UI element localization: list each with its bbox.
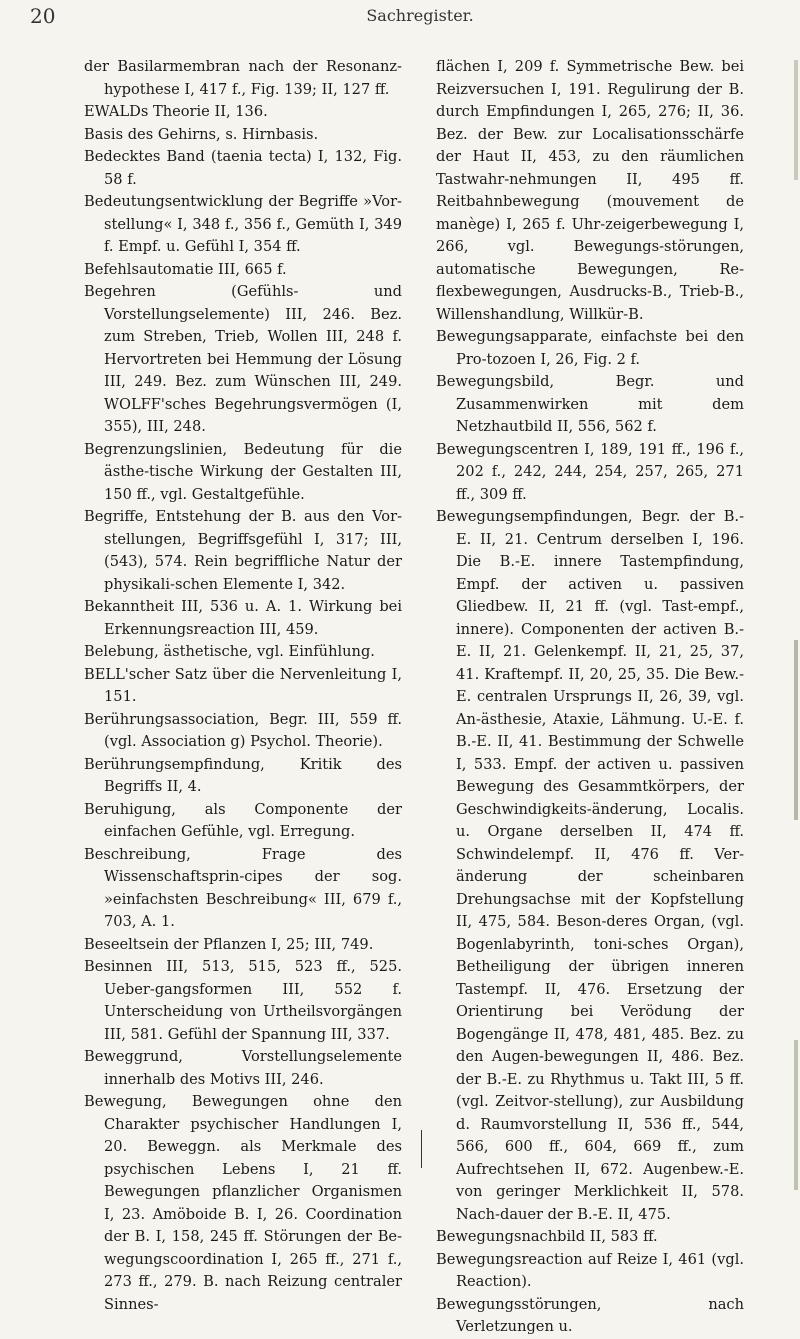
index-entry: Basis des Gehirns, s. Hirnbasis.: [84, 125, 319, 143]
index-column-left: [84, 56, 402, 1316]
index-entry: EWALDs Theorie II, 136.: [84, 103, 268, 120]
page-number: 20: [30, 4, 56, 28]
index-entry: Bewegungsnachbild II, 583 ff.: [436, 1228, 658, 1245]
index-column-right: [436, 56, 744, 1339]
index-entry: Beweggrund, Vorstellungselemente innerhalb des Motivs III, 246.: [84, 1048, 402, 1088]
index-entry: Bekanntheit III, 536 u. A. 1. Wirkung bei Erkennungsreaction III, 459.: [84, 598, 402, 638]
index-entry: Bedecktes Band (taenia tecta) I, 132, Fig. 58 f.: [84, 148, 402, 188]
index-entry: Berührungsempfindung, Kritik des Begriffs II, 4.: [84, 755, 402, 795]
index-entry: Bewegungsbild, Begr. und Zusammenwirken mit dem Netzhautbild II, 556, 562 f.: [436, 373, 744, 435]
index-entry: Bewegungsempfindungen, Begr. der B.-E. II, 21. Centrum derselben I, 196. Die B.-E. innere Tastempfindung, Empf. der activen u. passiven Gliedbew. II, 21 ff. (vgl. Tast-empf., innere). Componenten der activen B.-E. II, 21. Gelenkempf. II, 21, 25, 37, 41. Kraftempf. II, 20, 25, 35. Die Bew.-E. centralen Ursprungs II, 26, 39, vgl. An-ästhesie, Ataxie, Lähmung. U.-E. f. B.-E. II, 41. Bestimmung der Schwelle I, 533. Empf. der activen u. passiven Bewegung des Gesammtkörpers, der Geschwindigkeits-änderung, Localis. u. Organe derselben II, 474 ff. Schwindelempf. II, 476 ff. Ver-änderung der scheinbaren Drehungsachse mit der Kopfstellung II, 475, 584. Beson-deres Organ, (vgl. Bogenlabyrinth, toni-sches Organ), Betheiligung der übrigen inneren Tastempf. II, 476. Ersetzung der Orientirung bei Verödung der Bogengänge II, 478, 481, 485. Bez. zu den Augen-bewegungen II, 486. Bez. der B.-E. zu Rhythmus u. Takt III, 5 ff. (vgl. Zeitvor-stellung), zur Ausbildung d. Raumvorstellung II, 536 ff., 544, 566, 600 ff., 604, 669 ff., zum Aufrechtsehen II, 672. Augenbew.-E. von geringer Merklichkeit II, 578. Nach-dauer der B.-E. II, 475.: [436, 508, 744, 1223]
index-entry: Bewegungsapparate, einfachste bei den Pro-tozoen I, 26, Fig. 2 f.: [436, 328, 744, 368]
index-entry: Begriffe, Entstehung der B. aus den Vor-stellungen, Begriffsgefühl I, 317; III, (543), 574. Rein begriffliche Natur der physikali-schen Elemente I, 342.: [84, 508, 402, 593]
index-entry-continued: flächen I, 209 f. Symmetrische Bew. bei Reizversuchen I, 191. Regulirung der B. durch Empfindungen I, 265, 276; II, 36. Bez. der Bew. zur Localisationsschärfe der Haut II, 453, zu den räumlichen Tastwahr-nehmungen II, 495 ff. Reitbahnbewegung (mouvement de manège) I, 265 f. Uhr-zeigerbewegung I, 266, vgl. Bewegungs-störungen, automatische Bewegungen, Re-flexbewegungen, Ausdrucks-B., Trieb-B., Willenshandlung, Willkür-B.: [436, 58, 744, 323]
page-edge-mark: [794, 1040, 798, 1190]
index-entry: Bewegung, Bewegungen ohne den Charakter psychischer Handlungen I, 20. Beweggn. als Merkmale des psychischen Lebens I, 21 ff. Bewegungen pflanzlicher Organismen I, 23. Amöboide B. I, 26. Coordination der B. I, 158, 245 ff. Störungen der Be-wegungscoordination I, 265 ff., 271 f., 273 ff., 279. B. nach Reizung centraler Sinnes-: [84, 1093, 402, 1313]
page-edge-mark: [794, 640, 798, 820]
index-entry: Befehlsautomatie III, 665 f.: [84, 260, 287, 278]
index-entry: Beschreibung, Frage des Wissenschaftsprin-cipes der sog. »einfachsten Beschreibung« III, 679 f., 703, A. 1.: [84, 845, 402, 930]
index-entry: Besinnen III, 513, 515, 523 ff., 525. Ueber-gangsformen III, 552 f. Unterscheidung von Urtheilsvorgängen III, 581. Gefühl der Spannung III, 337.: [84, 958, 402, 1043]
index-entry: Beseeltsein der Pflanzen I, 25; III, 749.: [84, 935, 374, 953]
index-entry: Berührungsassociation, Begr. III, 559 ff. (vgl. Association g) Psychol. Theorie).: [84, 710, 402, 750]
index-entry: Bewegungsreaction auf Reize I, 461 (vgl. Reaction).: [436, 1250, 744, 1290]
index-entry: Bewegungsstörungen, nach Verletzungen u.: [436, 1295, 744, 1335]
index-entry: Beruhigung, als Componente der einfachen Gefühle, vgl. Erregung.: [84, 800, 402, 840]
column-rule: [421, 1130, 422, 1168]
index-entry: Belebung, ästhetische, vgl. Einfühlung.: [84, 643, 375, 660]
index-entry: Bewegungscentren I, 189, 191 ff., 196 f., 202 f., 242, 244, 254, 257, 265, 271 ff., 309 ff.: [436, 440, 744, 503]
running-head: Sachregister.: [366, 6, 474, 25]
index-entry: Begehren (Gefühls- und Vorstellungselemente) III, 246. Bez. zum Streben, Trieb, Wollen III, 248 f. Hervortreten bei Hemmung der Lösung III, 249. Bez. zum Wünschen III, 249. WOLFF'sches Begehrungsvermögen (I, 355), III, 248.: [84, 283, 402, 435]
page-edge-mark: [794, 60, 798, 180]
index-entry: BELL'scher Satz über die Nervenleitung I, 151.: [84, 665, 402, 705]
index-entry: Bedeutungsentwicklung der Begriffe »Vor-stellung« I, 348 f., 356 f., Gemüth I, 349 f. Empf. u. Gefühl I, 354 ff.: [84, 193, 402, 255]
index-entry: der Basilarmembran nach der Resonanz-hypothese I, 417 f., Fig. 139; II, 127 ff.: [84, 58, 402, 98]
index-entry: Begrenzungslinien, Bedeutung für die ästhe-tische Wirkung der Gestalten III, 150 ff., vgl. Gestaltgefühle.: [84, 440, 402, 503]
